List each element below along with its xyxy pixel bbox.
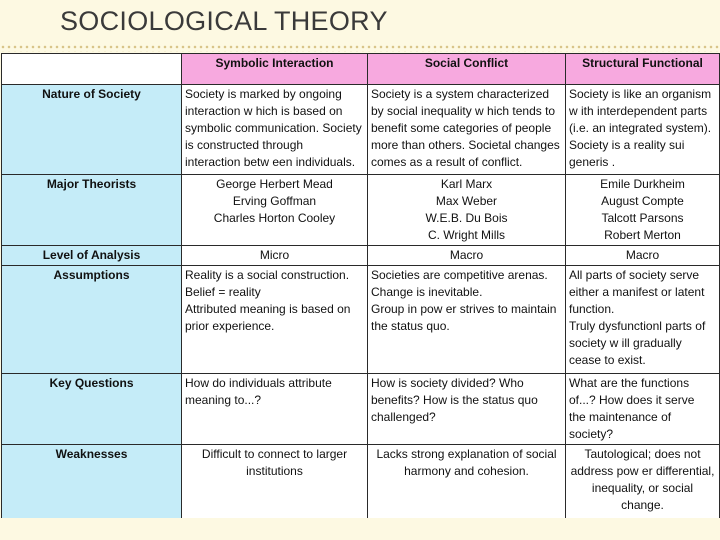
cell-line: more than others. Societal changes: [371, 138, 560, 152]
cell-weaknesses-conflict: [368, 445, 566, 519]
cell-line: challenged?: [371, 410, 436, 424]
cell-line: interaction betw een individuals.: [185, 155, 356, 169]
cell-line: Change is inevitable.: [371, 285, 483, 299]
table-row-level-of-analysis: [2, 246, 720, 266]
cell-line: Macro: [625, 248, 660, 262]
cell-weaknesses-symbolic: [182, 445, 368, 519]
cell-line: Attributed meaning is based on: [185, 302, 351, 316]
cell-line: the maintenance of: [569, 410, 672, 424]
cell-line: society?: [569, 427, 614, 441]
cell-line: Charles Horton Cooley: [213, 211, 336, 225]
cell-line: Macro: [449, 248, 484, 262]
cell-line: Tautological; does not: [584, 447, 701, 461]
cell-line: Micro: [259, 248, 290, 262]
row-header-key-questions: Key Questions: [2, 374, 182, 445]
cell-level-functional: [566, 246, 720, 266]
cell-line: Group in pow er strives to maintain: [371, 302, 557, 316]
cell-questions-symbolic: [182, 374, 368, 445]
cell-line: Karl Marx: [440, 177, 493, 191]
cell-line: is constructed through: [185, 138, 304, 152]
cell-line: All parts of society serve: [569, 268, 700, 282]
cell-line: interaction w hich is based on: [185, 104, 343, 118]
cell-line: Society is like an organism: [569, 87, 712, 101]
table-row-nature-of-society: [2, 85, 720, 175]
column-header-social-conflict: Social Conflict: [368, 54, 566, 85]
cell-nature-symbolic: [182, 85, 368, 175]
cell-assumptions-functional: [566, 266, 720, 374]
cell-line: (i.e. an integrated system).: [569, 121, 712, 135]
row-header-level-of-analysis: Level of Analysis: [2, 246, 182, 266]
cell-nature-conflict: [368, 85, 566, 175]
table-row-key-questions: [2, 374, 720, 445]
cell-line: generis .: [569, 155, 616, 169]
cell-line: What are the functions: [569, 376, 690, 390]
cell-line: either a manifest or latent: [569, 285, 705, 299]
cell-line: Society is a system characterized: [371, 87, 550, 101]
cell-line: August Compte: [601, 194, 684, 208]
cell-line: harmony and cohesion.: [404, 464, 529, 478]
cell-level-conflict: [368, 246, 566, 266]
cell-line: Society is marked by ongoing: [185, 87, 342, 101]
row-header-nature-of-society: Nature of Society: [2, 85, 182, 175]
cell-line: How is society divided? Who: [371, 376, 524, 390]
cell-line: function.: [569, 302, 615, 316]
cell-line: cease to exist.: [569, 353, 646, 367]
cell-questions-functional: [566, 374, 720, 445]
row-header-major-theorists: Major Theorists: [2, 175, 182, 246]
cell-line: Reality is a social construction.: [185, 268, 350, 282]
cell-theorists-symbolic: [182, 175, 368, 246]
cell-line: Talcott Parsons: [601, 211, 684, 225]
cell-line: Societies are competitive arenas.: [371, 268, 548, 282]
cell-line: George Herbert Mead: [216, 177, 333, 191]
table-row-major-theorists: [2, 175, 720, 246]
cell-questions-conflict: [368, 374, 566, 445]
cell-line: of...? How does it serve: [569, 393, 695, 407]
cell-nature-functional: [566, 85, 720, 175]
row-header-assumptions: Assumptions: [2, 266, 182, 374]
cell-line: Difficult to connect to larger: [201, 447, 348, 461]
cell-line: Emile Durkheim: [600, 177, 685, 191]
table-row-assumptions: [2, 266, 720, 374]
cell-line: Max Weber: [435, 194, 498, 208]
decorative-dotted-bar: [0, 44, 720, 52]
cell-line: Robert Merton: [604, 228, 681, 242]
cell-line: benefits? How is the status quo: [371, 393, 538, 407]
cell-line: prior experience.: [185, 319, 275, 333]
cell-level-symbolic: [182, 246, 368, 266]
cell-line: Lacks strong explanation of social: [376, 447, 557, 461]
slide-title: SOCIOLOGICAL THEORY: [60, 6, 388, 36]
cell-assumptions-symbolic: [182, 266, 368, 374]
cell-line: Society is a reality sui: [569, 138, 685, 152]
cell-line: institutions: [246, 464, 303, 478]
cell-line: meaning to...?: [185, 393, 262, 407]
column-header-symbolic-interaction: Symbolic Interaction: [182, 54, 368, 85]
cell-weaknesses-functional: [566, 445, 720, 519]
cell-line: the status quo.: [371, 319, 450, 333]
cell-line: inequality, or social: [591, 481, 694, 495]
cell-line: address pow er differential,: [570, 464, 715, 478]
sociological-theory-table: [1, 53, 720, 519]
cell-line: W.E.B. Du Bois: [425, 211, 508, 225]
cell-line: change.: [621, 498, 664, 512]
column-header-structural-functional: Structural Functional: [566, 54, 720, 85]
cell-line: Belief = reality: [185, 285, 261, 299]
table-row-weaknesses: [2, 445, 720, 519]
cell-line: How do individuals attribute: [185, 376, 332, 390]
slide-footer-strip: [0, 518, 720, 540]
cell-line: benefit some categories of people: [371, 121, 552, 135]
cell-line: comes as a result of conflict.: [371, 155, 523, 169]
cell-line: w ith interdependent parts: [569, 104, 708, 118]
header-row: [2, 54, 720, 85]
cell-line: society w ill gradually: [569, 336, 682, 350]
cell-line: Erving Goffman: [232, 194, 317, 208]
cell-line: Truly dysfunctionl parts of: [569, 319, 706, 333]
corner-cell: [2, 54, 182, 85]
cell-theorists-conflict: [368, 175, 566, 246]
cell-theorists-functional: [566, 175, 720, 246]
cell-assumptions-conflict: [368, 266, 566, 374]
row-header-weaknesses: Weaknesses: [2, 445, 182, 519]
cell-line: C. Wright Mills: [427, 228, 506, 242]
cell-line: by social inequality w hich tends to: [371, 104, 556, 118]
cell-line: symbolic communication. Society: [185, 121, 362, 135]
